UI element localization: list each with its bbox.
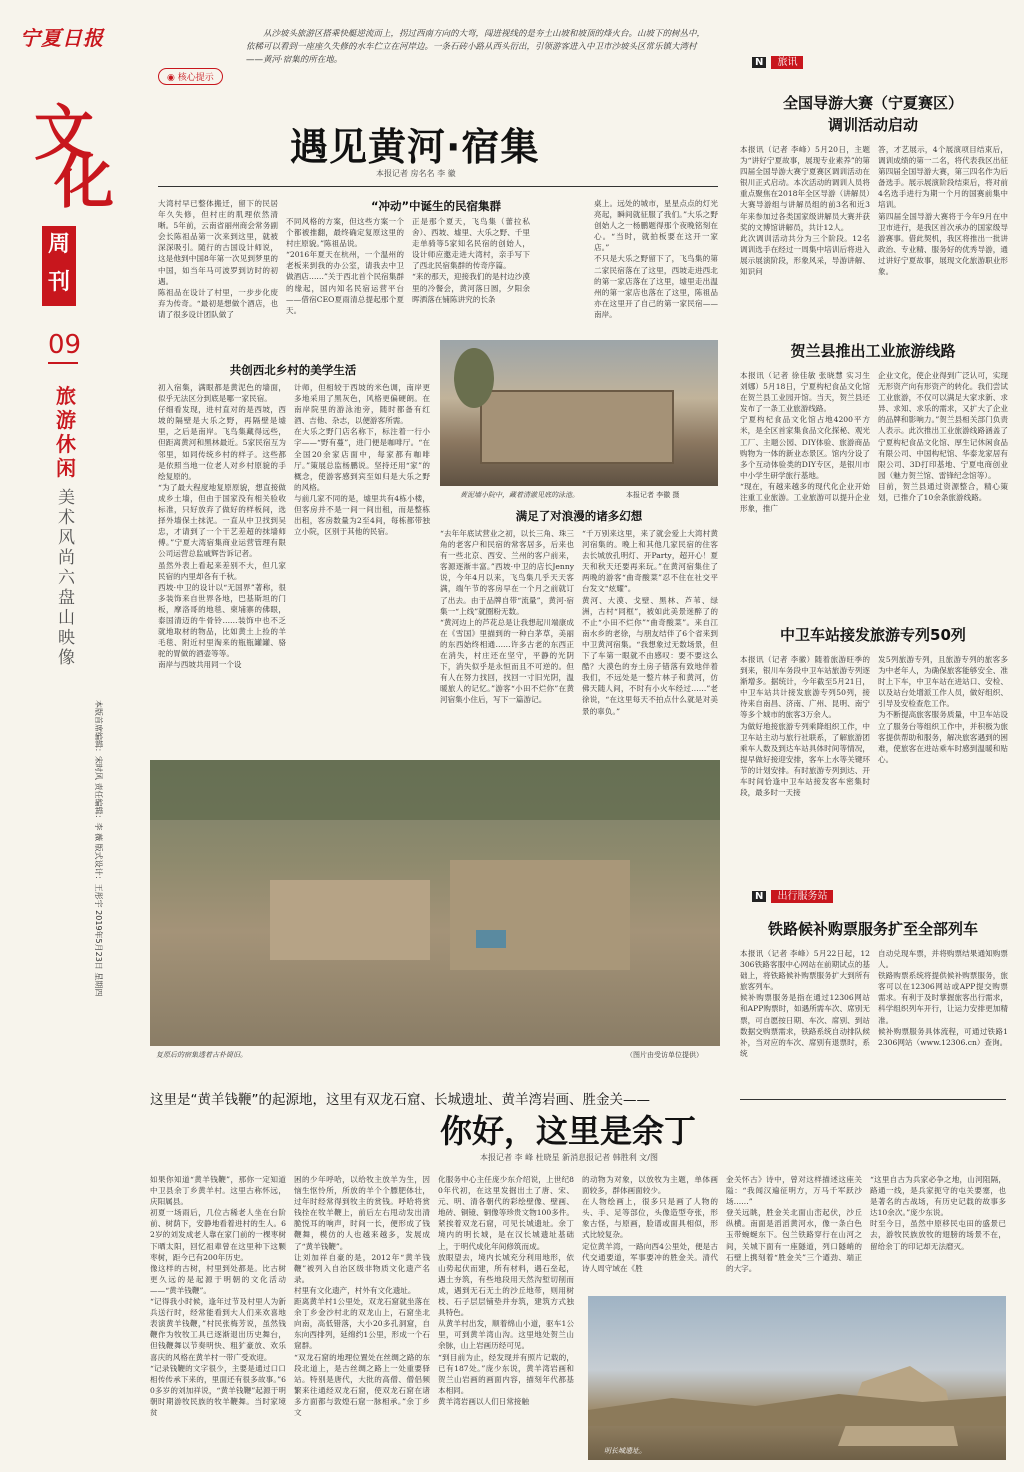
- brief-tag-label: 旅讯: [771, 56, 803, 69]
- story1-col2: 不同风格的方案，但这些方案一个个都被推翻，最终确定复原这里的村庄原貌。”陈祖品说。 “2016年夏天在杭州，一个温州的老板来到我的办公室，请我去中卫做酒店……”关于西北首个民宿集群的缘起，国内知名民宿运营平台——借宿CEO夏雨清总提起那个夏天。: [286, 217, 404, 315]
- zhou-char: 周: [47, 232, 70, 257]
- section-title-hua: [54, 147, 114, 217]
- story2-photo3: [588, 1296, 1006, 1460]
- news-icon: N: [752, 57, 766, 68]
- story1-sub3: 满足了对浪漫的诸多幻想: [515, 509, 643, 523]
- edition-info: 本版首席编辑：宋时风 责任编辑：李 薇 版式设计：王彤宇 2019年5月23日 星期四: [94, 700, 103, 997]
- story1-col5: 初入宿集，满眼都是黄泥色的墙面，似乎无法区分到底是哪一家民宿。 仔细看发现，进村直对的是西坡，西坡的隔壁是大乐之野，再隔壁是墟里，之后是南岸。飞鸟集藏得远些，但距离黄河和黑林最近。5家民宿互为邻里，如同传统乡村的样子。这些都是依照当地一位老人对乡村原貌的手绘复原的。 “为了最大程度地复原原貌，想直接做成乡土墙，但由于国家没有相关验收标准，只好放弃了做好的样板间，选择外墙保土抹泥。一直从中卫找到吴忠，才请到了一个干艺差超的抹墙师傅。”宁夏大湾宿集商业运营管理有限公司运营总监戚辉告诉记者。 虽然外表上看起来差别不大，但几家民宿的内里却各有千秋。 西坡·中卫的设计以“无国界”著称，很多装饰来自世界各地，巴基斯坦的门板，摩洛哥的地毯、柬埔寨的佛眼，泰国清迈的牛骨铃……装饰中也不乏就地取材的物品，比如黄土上捡的羊毛毯、附近村里淘来的瓶瓶罐罐、骆驼的胃做的酒壶等等。 南岸与西坡共用同一个设: [158, 383, 286, 670]
- story2-col6: “这里自古为兵家必争之地，山河阻隔，路通一线，是兵家扼守的屯关要塞，也是著名的古战场，有历史记载的故事多达10余次。”庞少东说。 时至今日，虽然中原移民屯田的盛景已去，游牧民族放牧的翅膀的场景不在，留给余丁的印记却无法磨灭。: [870, 1175, 1006, 1251]
- brief4-col1: 本报讯（记者 李峰）5月22日起，12306铁路客服中心网站在前期试点的基础上，将铁路候补购票服务扩大到所有旅客列车。 候补购票服务是指在通过12306网站和APP购票时，如遇所需车次、席别无票，可自愿按日期、车次、席别、到站数据交购票需求，铁路系统自动排队候补，当对应的车次、席别有退票时，系统: [740, 949, 870, 1058]
- story1-sub2: 共创西北乡村的美学生活: [229, 363, 357, 377]
- kan-char: 刊: [47, 270, 70, 295]
- story1-col1: 大湾村早已整体搬迁，留下的民居年久失修，但村庄的肌理依然清晰。5年前，云南省丽州商会常务副会长陈祖品第一次来到这里，就被深深吸引。随行的古国设计师说，这是他到中国8年第一次见到梦里的中国，如当年马可波罗到访时的初遇。 陈祖品在设计了村里，一步步化废弃为传奇。“最初是想做个酒店，也请了很多设计团队做了: [158, 199, 278, 319]
- brief-tag2: [752, 884, 833, 903]
- logo-text: 宁夏日报: [20, 26, 104, 50]
- brief1-title-l2: 调训活动启动: [827, 116, 918, 134]
- brief1-col1: 本报讯（记者 李峰）5月20日，主题为“讲好宁夏故事，展现专业素养”的第四届全国导游大赛宁夏赛区调训活动在银川正式启动。本次活动的调训人员将重点聚焦在2018年全区导游（讲解员）大赛导游组与讲解员组的前3名和近3年来参加过各类国家级讲解员大赛并获奖的文博馆讲解员，共计12人。 此次调训活动共分为三个阶段。12名调训选手在经过一周集中培训后将进入展示展演阶段，形象风采，导游讲解、知识问: [740, 145, 870, 277]
- story2-photo3-caption: 明长城遗址。: [604, 1447, 646, 1455]
- section-big-1: 文: [34, 99, 94, 169]
- lead-badge: [158, 68, 223, 85]
- story1-sub1: “冲动”中诞生的民宿集群: [370, 199, 502, 213]
- brief2-col1: 本报讯（记者 徐佳敏 张晓慧 实习生 刘娜）5月18日，宁夏构杞食品文化馆在贺兰县工业园开馆。当天，贺兰县还发布了一条工业旅游线路。 宁夏构杞食品文化馆占地4200平方米，是全区首家集食品文化探秘、观光工厂、主题公园、DIY体验、旅游商品购物为一体的新业态景区。馆内分设了多个互动体验类的DIY专区，是银川市中小学生研学旅行基地。 “现在，有越来越多的现代化企业开始注重工业旅游。工业旅游可以提升企业形象，推广: [740, 371, 870, 514]
- column-title: 旅游休闲: [56, 384, 76, 480]
- story2-col4: 的动物为对象，以放牧为主题，单体画面较多，群体画面较少。 在人物绘画上，很多只是画了人物的头、手、足等部位，头像造型夸张，形象古怪，与原画，脸谱或面具相似，形式比较复杂。 定位黄羊湾，一路向西4公里处，便是古代交通要道，军事要冲的胜金关。清代诗人周守域在《胜: [582, 1175, 718, 1273]
- story1-col6: 计师，但相较于西坡的米色调，南岸更多地采用了黑灰色，风格更偏硬朗。在南岸院里的游泳池旁，随时都备有红酒、吉他、杂志，以便游客所需。 在大乐之野门店名称下，标注着一行小字——“野有蔓”，进门便是咖啡厅。“在全国20余家店面中，每家都有咖啡厅。”策展总监杨鹏说。坚持还用“家”的概念，使游客感到宾至如归是大乐之野的风格。 与前几家不同的是，墟里共有4栋小楼，但客房并不是一间一间出租，而是整栋出租，客房数量为2至4间，每栋都带独立小院，区别于其他的民宿。: [294, 383, 430, 537]
- brief4-col2: 自动兑现车票，并将购票结果通知购票人。 铁路购票系统将提供候补购票服务，旅客可以在12306网站或APP提交购票需求。有利于及时掌握旅客出行需求，科学组织列车开行，让运力安排更加精准。 候补购票服务具体流程，可通过铁路12306网站（www.12306.cn）查询。: [878, 949, 1008, 1047]
- story1-col7: “去年年底试营业之初，以长三角、珠三角的老客户和民宿的常客居多，后来也有一些北京、西安、兰州的客户前来，客源逐渐丰富。”西坡·中卫的店长Jenny说，今年4月以来，飞鸟集几乎天天客满，端午节的客房早在一个月之前就订了出去。由于品牌自带“流量”，黄河·宿集一“上线”就圈粉无数。 “黄河边上的芦花总是让我想起川端康成在《雪国》里描到的一种白茅草，美丽的东西始终相通……许多古老的东西正在消失，村庄还在坚守，平静的光阴下，消失似乎是永恒而且不可逆的。但有人在努力找回，找回一寸旧光阴，温暖旅人的记忆。”游客“小田不烂你”在黄河宿集小住后，写下一篇游记。: [440, 529, 574, 705]
- story1-rule: [158, 186, 718, 187]
- story2-kicker: 这里是“黄羊钱鞭”的起源地，这里有双龙石窟、长城遗址、黄羊湾岩画、胜金关——: [150, 1092, 650, 1108]
- photo2-trees: [150, 760, 720, 820]
- target-icon: ◉: [167, 73, 175, 83]
- news-icon-2: N: [752, 891, 766, 902]
- story2-col1: 如果你知道“黄羊钱鞭”，那你一定知道中卫县余丁乡黄羊村。这里古称怀远，庆阳属县。 初夏一场雨后，几位古稀老人坐在台阶前、树荫下，安静地看着进村的生人。62岁的刘发成老人靠在家门前的一棵枣树下晒太阳，回忆祖辈曾在这里种下这颗枣树，距今已有200年历史。 像这样的古树，村里到处都是。比古树更久远的是起源于明朝的文化活动——“黄羊钱鞭”。 “记得我小时候，逢年过节及村里人为新兵送行时，经常能看到大人们来欢喜地表演黄羊钱鞭，”村民张梅芳说，虽然钱鞭作为牧牧工具已逐渐退出历史舞台，但钱鞭舞以节奏明快、粗犷豪放、欢乐喜庆的风格在黄羊村一带广受欢迎。 “记录钱鞭的文字很少，主要是通过口口相传传承下来的，里面还有很多故事。”60多岁的刘加祥说，“黄羊钱鞭”起源于明朝时期游牧民族的牧羊鞭舞。当时家境贫: [150, 1175, 286, 1417]
- story2-col5: 金关怀古》诗中，曾对这样描述这座关隘：“我闻汉遍征明方，万马千军跃沙场……” 登关远眺，胜金关北面山峦起伏，沙丘纵横。南面是滔滔黄河水，像一条白色玉带蜿蜒东下。包兰铁路穿行在山河之间，关城下面有一座隧道，列口隧峭的石壁上携刻着“胜金关”三个遒劲、端正的大字。: [726, 1175, 862, 1273]
- column-sub: 美术风尚 六盘山 映像: [58, 488, 75, 668]
- photo2-pool: [476, 930, 506, 948]
- story2-col2: 困的少年呼哈，以给牧主放羊为生，因恼生怄怜所，所放的羊个个膘肥体壮，过年时经常得到牧主的赏钱。呼哈将赏钱拴在牧羊鞭上，前后左右甩动发出清脆悦耳的响声，时间一长，便形成了钱鞭舞，模仿的人也越来越多，发展成了“黄羊钱鞭”。 让刘加祥自豪的是，2012年“黄羊钱鞭”被列入自治区级非物质文化遗产名录。 村里有文化遗产，村外有文化遗址。 距离黄羊村1公里处，双龙石窟就坐落在余丁乡金沙村北的双龙山上，石窟坐北向南，高低错落，大小20多孔洞窟，自东向西排列，延绵约1公里，形成一个石窟群。 “双龙石窟的地理位置处在丝绸之路的东段北道上，是古丝绸之路上一处重要驿站。特别是唐代，大批的高僧、僧侣频繁来往通经双龙石窟，使双龙石窟在诸多方面都与敦煌石窟一脉相承。”余丁乡文: [294, 1175, 430, 1417]
- story2-col3: 化服务中心主任庞少东介绍说，上世纪80年代初，在这里发掘出土了唐、宋、元、明、清各朝代的彩绘壁像、壁画、地砖、铜镜、铜像等珍贵文物100多件。 紧挨着双龙石窟，可见长城遗址。余丁境内的明长城，是在汉长城遗址基础上，于明代成化年间修筑而成。 放眼望去，境内长城充分利用地形，依山势起伏而建，所有材料，遇石垒起，遇土夯筑，有些地段用天然沟堑切削而成，遇到无石无土的沙丘地带，则用树枝、石子层层铺垫并夯筑，建筑方式独具特色。 从黄羊村出发，顺着绵山小道，驱车1公里，可到黄羊湾山沟。这里地处贺兰山余脉，山上岩画历经可见。 “到目前为止，经发现并有照片记载的，已有187处。”庞少东说，黄羊湾岩画和贺兰山岩画的画面内容，描刻年代都基本相同。 黄羊湾岩画以人们日常接触: [438, 1175, 574, 1406]
- story1-byline: 本报记者 房名名 李 徽: [376, 169, 456, 178]
- photo1-tree-shape: [454, 348, 494, 408]
- brief-tag2-label: 出行服务站: [771, 890, 833, 903]
- brief1-title-l1: 全国导游大赛（宁夏赛区）: [782, 94, 963, 112]
- masthead-logo: [20, 22, 110, 48]
- photo1-courtyard-shape: [480, 390, 674, 464]
- story1-title: 遇见黄河·宿集: [290, 125, 540, 169]
- photo2-village-block-1: [270, 880, 430, 960]
- brief3-title: 中卫车站接发旅游专列50列: [780, 626, 966, 644]
- story1-col8: “千万别来这里，来了就会爱上大湾村黄河宿集的。晚上和其他几家民宿的住客去长城放孔明灯、开Party，超开心！夏天和秋天还要再来玩。”在黄河宿集住了两晚的游客“曲奇酸菜”忍不住在社交平台发文“炫耀”。 黄河、大漠、戈壁、黑林、芦苇、绿洲，古村“同框”，被如此美景迷醉了的不止“小田不烂你”“曲奇酸菜”。来自江南水乡的老徐，与朋友结伴了6个省来到中卫黄河宿集。“我想象过无数场景，但下了车第一眼就不由感叹：要不要这么酷？大漠色的夯土房子错落有致地伴着我们，不远处是一整片林子和黄河，仿佛天随人间，不时有小火车经过……”老徐说，“在这里每天不拍点什么就是对美景的辜负。”: [582, 529, 718, 716]
- story1-col3: 正是那个夏天，飞鸟集（蕾拉私舍）、西坡、墟里、大乐之野、千里走单骑等5家知名民宿的创始人，设计师应邀走进大湾村，亲手写下了西北民宿集群的传奇序篇。 “来的那天，迎接我们的是村边沙漠里的冷餐会，黄河落日圆，夕阳余晖洒落在铺陈讲究的长条: [412, 217, 530, 304]
- page-number-rule: [48, 362, 78, 364]
- brief2-col2: 企业文化，使企业得到广泛认可，实现无形资产向有形资产的转化。我们尝试工业旅游，不仅可以满足大家求新、求异、求知、求乐的需求，又扩大了企业的品牌和影响力。”贺兰县相关部门负责人表示。此次推出工业旅游线路涵盖了宁夏构杞食品文化馆、厚生记休闲食品有限公司、中国构杞馆、华泰龙家居有限公司、3D打印基地、宁夏电商创业园（魅力贺兰馆、雷锋纪念馆等）。 目前，贺兰县通过资源整合，精心策划，已推介了10余条旅游线路。: [878, 371, 1008, 503]
- brief3-col1: 本报讯（记者 李徽）随着旅游旺季的到来，银川车务段中卫车站旅游专列逐渐增多。据统计，今年截至5月21日，中卫车站共计接发旅游专列50列，接待来自南昌、济南、广州、昆明、南宁等多个城市的旅客3万余人。 为做好地接旅游专列乘降组织工作，中卫车站主动与旅行社联系，了解旅游团乘车人数及到达车站具体时间等情况，提早做好接迎安排，客车上水等关键环节的计划安排。有时旅游专列到达、开车时间恰逢中卫车站接发客车密集时段，最多时一天接: [740, 655, 870, 798]
- brief1-col2: 答，才艺展示，4个展演项目结束后，调训成绩的第一二名，将代表我区出征第四届全国导游大赛，第三四名作为后备选手。展示展演阶段结束后，将对前4名选手进行为期一个月的国赛前集中培训。 第四届全国导游大赛将于今年9月在中卫市进行，是我区首次承办的国家级导游赛事。借此契机，我区将推出一批讲政治、专业精、服务好的优秀导游，通过讲好宁夏故事，展现文化旅游职业形象。: [878, 145, 1008, 277]
- story1-photo2: [150, 760, 720, 1046]
- lead-text: 从沙坡头旅游区搭乘快艇逆流而上，拐过西南方向的大弯，闯进视线的是夯土山坡和坡顶的烽火台。山坡下的树丛中，依稀可以看到一座座久失修的水车伫立在河岸边。一条石砖小路从西头衍出，引领游客进入中卫市沙坡头区常乐镇大湾村——黄河·宿集的所在地。: [246, 29, 706, 65]
- photo2-village-block-2: [450, 860, 630, 970]
- brief2-title: 贺兰县推出工业旅游线路: [790, 342, 956, 360]
- section-big-2: 化: [54, 147, 114, 217]
- lead-badge-label: 核心提示: [177, 73, 214, 83]
- story1-photo2-caption: 复原后的宿集透着古朴简旧。: [156, 1051, 247, 1059]
- page-number: 09: [48, 330, 82, 360]
- story2-title: 你好，这里是余丁: [440, 1112, 697, 1150]
- story2-kicker-rule: [740, 1099, 1006, 1100]
- brief3-col2: 发5列旅游专列，且旅游专列的旅客多为中老年人，为确保旅客能够安全、准时上下车，中卫车站在进站口、安检、以及站台处增派工作人员，做好组织、引导及安检查危工作。 为不断提高旅客服务质量，中卫车站设立了服务台等组织工作中，并积极为旅客提供帮助和服务，解决旅客遇到的困难，使旅客在进站乘车时感到温暖和贴心。: [878, 655, 1008, 764]
- story1-photo1-credit: 本报记者 李徽 摄: [626, 491, 680, 499]
- story1-photo1-caption: 黄泥墙小院中，藏着清澈见底的泳池。: [460, 491, 579, 499]
- story1-photo2-credit: （图片由受访单位提供）: [626, 1051, 703, 1059]
- story2-byline: 本报记者 李 峰 杜晓星 新消息报记者 韩胜利 文/图: [480, 1153, 658, 1162]
- story1-col4: 桌上。远处的城市，星星点点的灯光亮起，瞬间就征服了我们。”大乐之野创始人之一杨鹏题得那个夜晚铭刻在心。“当时，就拍板要在这开一家店。” 不只是大乐之野留下了，飞鸟集的第二家民宿落在了这里，西坡走进西北的第一家店落在了这里，墟里走出温州的第一家店也落在了这里，陈祖品亦在这里开了自己的第一家民宿——南岸。: [594, 199, 718, 319]
- zhoukan-box: [42, 226, 76, 306]
- story1-photo1: [440, 340, 718, 486]
- brief4-title: 铁路候补购票服务扩至全部列车: [767, 920, 978, 938]
- brief-tag: [752, 50, 803, 69]
